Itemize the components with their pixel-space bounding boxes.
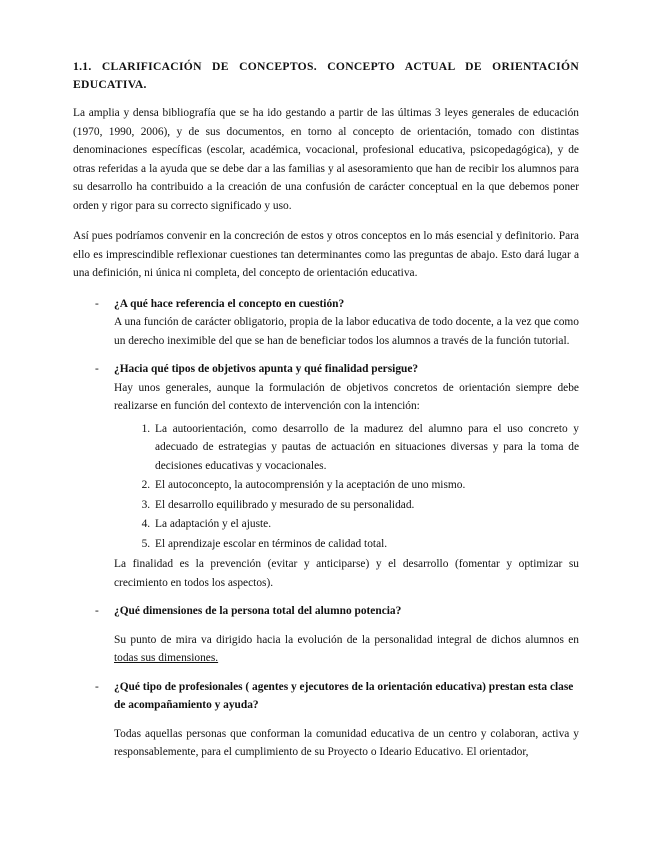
finality-text: La finalidad es la prevención (evitar y anticiparse) y el desarrollo (fomentar y optimizar su crecimiento en todos los aspectos). — [114, 558, 579, 589]
question-block-3 — [73, 602, 579, 668]
answer-text: Su punto de mira va dirigido hacia la evolución de la personalidad integral de dichos alumnos en — [114, 633, 579, 646]
section-heading: 1.1. CLARIFICACIÓN DE CONCEPTOS. CONCEPTO ACTUAL DE ORIENTACIÓN EDUCATIVA. — [73, 60, 579, 91]
question-answer — [114, 631, 579, 668]
question-title: ¿A qué hace referencia el concepto en cuestión? — [114, 297, 345, 310]
list-item: 2. El autoconcepto, la autocomprensión y la aceptación de uno mismo. — [153, 476, 579, 495]
question-block-2 — [73, 360, 579, 592]
question-block-4 — [73, 678, 579, 762]
question-answer: A una función de carácter obligatorio, propia de la labor educativa de todo docente, a la vez que como un derecho ineximible del que se han de beneficiar todos los alumnos a través de la función tutorial. — [114, 316, 579, 347]
objectives-list — [114, 420, 579, 554]
list-item: 3. El desarrollo equilibrado y mesurado de su personalidad. — [153, 496, 579, 515]
question-title: ¿Qué dimensiones de la persona total del alumno potencia? — [114, 605, 402, 617]
intro-paragraph-1: La amplia y densa bibliografía que se ha ido gestando a partir de las últimas 3 leyes generales de educación (1970, 1990, 2006), y de sus documentos, en torno al concepto de orientación, tomado con distintas denominaciones específicas (escolar, académica, vocacional, profesional educativa, psicopedagógica), y de otras referidas a la ayuda que se debe dar a las familias y al asesoramiento que han de recibir los alumnos para su desarrollo ha contribuido a la creación de una confusión de carácter conceptual en la que debemos poner orden y rigor para su correcto significado y uso. — [73, 107, 579, 212]
question-answer: Todas aquellas personas que conforman la comunidad educativa de un centro y colaboran, activa y responsablemente, para el cumplimiento de su Proyecto o Ideario Educativo. El orientador, — [114, 727, 579, 758]
list-item: 4. La adaptación y el ajuste. — [153, 515, 579, 534]
bullet-dash: - — [95, 297, 99, 310]
bullet-dash: - — [95, 363, 99, 375]
question-title: ¿Hacia qué tipos de objetivos apunta y qué finalidad persigue? — [114, 363, 419, 375]
question-block-1 — [73, 295, 579, 351]
bullet-dash: - — [95, 605, 99, 617]
question-title: ¿Qué tipo de profesionales ( agentes y ejecutores de la orientación educativa) prestan esta clase de acompañamiento y ayuda? — [114, 680, 574, 711]
list-item: 5. El aprendizaje escolar en términos de calidad total. — [153, 535, 579, 554]
underlined-text: todas sus dimensiones. — [114, 652, 219, 664]
intro-paragraph-2: Así pues podríamos convenir en la concreción de estos y otros conceptos en lo más esencial y definitorio. Para ello es imprescindible reflexionar cuestiones tan determinantes como las preguntas de abajo. Esto dará lugar a una definición, ni única ni completa, del concepto de orientación educativa. — [73, 230, 579, 279]
list-item: 1. La autoorientación, como desarrollo de la madurez del alumno para el uso concreto y adecuado de estrategias y pautas de actuación en situaciones diversas y para la toma de decisiones educativas y vocacionales. — [153, 420, 579, 476]
bullet-dash: - — [95, 680, 99, 693]
question-answer: Hay unos generales, aunque la formulación de objetivos concretos de orientación siempre debe realizarse en función del contexto de intervención con la intención: — [114, 381, 579, 412]
